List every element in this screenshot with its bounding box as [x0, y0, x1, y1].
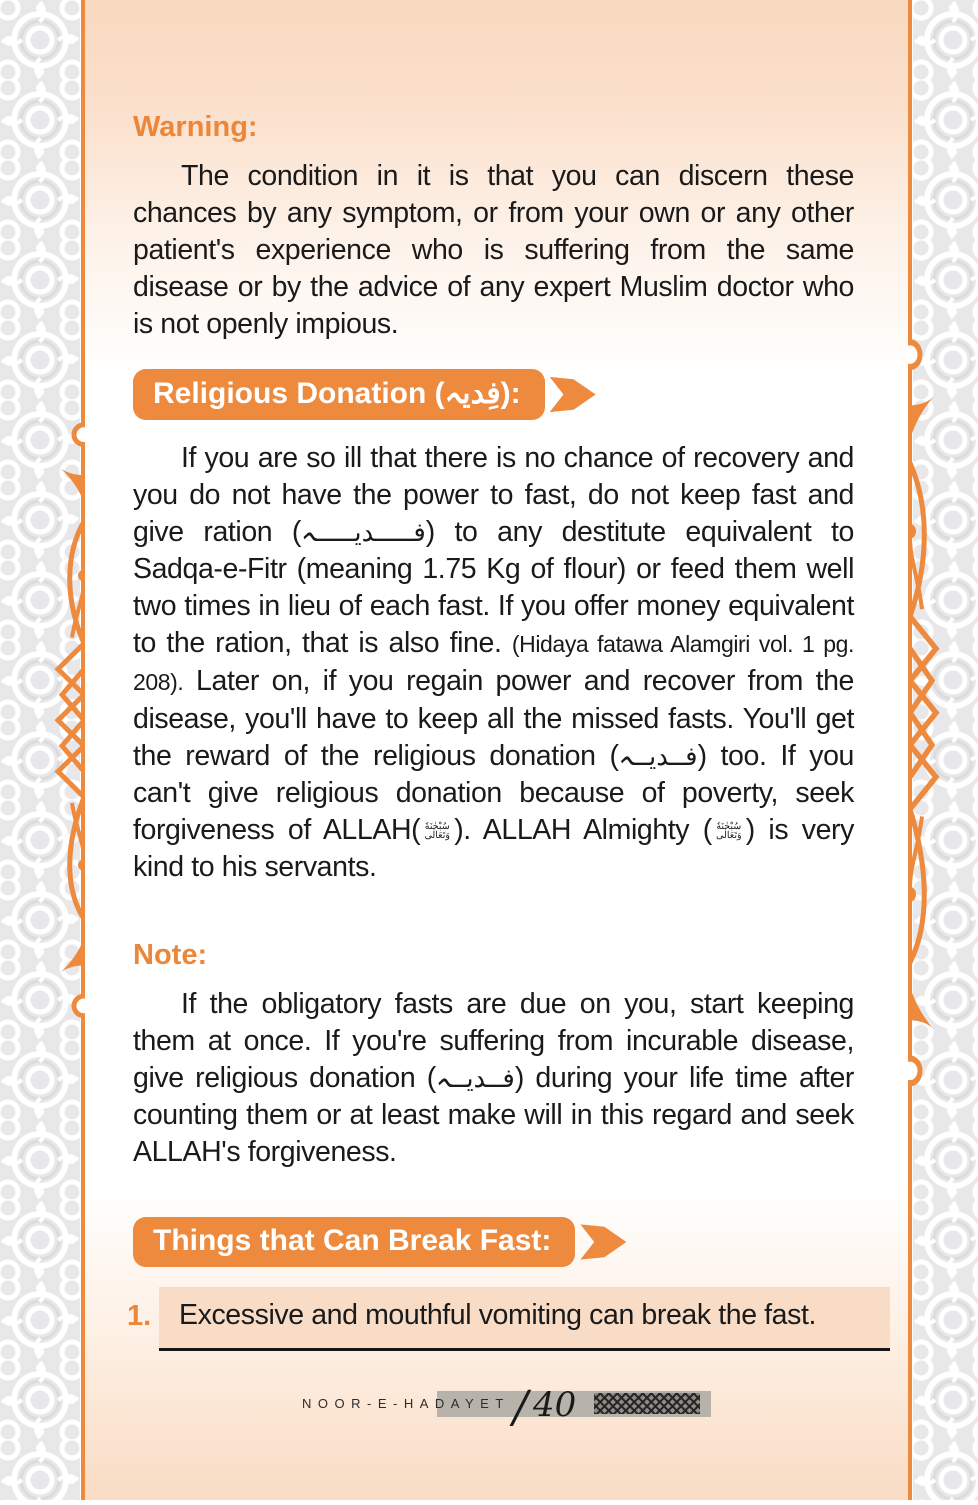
- note-heading: Note:: [133, 939, 208, 971]
- right-border-pattern: [913, 0, 978, 1500]
- banner-arrow-icon: [550, 375, 596, 415]
- footer-page-number: 40: [533, 1385, 577, 1425]
- left-border-pattern: [0, 0, 80, 1500]
- religious-donation-banner: [133, 369, 854, 420]
- banner-arrow-icon: [580, 1222, 626, 1262]
- religious-donation-paragraph: If you are so ill that there is no chance of recovery and you do not have the power to fast, do not keep fast and give ration (فـــــدیـــــہ) to any destitute equivalent to Sadqa-e-Fitr (meaning 1.75 Kg of flour) or feed them well two times in lieu of each fast. If you offer money equivalent to the ration, that is also fine. (Hidaya fatawa Alamgiri vol. 1 pg. 208). Later on, if you regain power and recover from the disease, you'll have to keep all the missed fasts. You'll get the reward of the religious donation (فــدیــہ) too. If you can't give religious donation because of poverty, seek forgiveness of ALLAH( سُبْحٰنَهٗ وَتَعَالٰى ). ALLAH Almighty ( سُبْحٰنَهٗ وَتَعَالٰى ) is very kind to his servants.: [133, 442, 854, 883]
- break-fast-banner: [133, 1217, 854, 1267]
- content: [85, 0, 908, 1500]
- banner-label: Religious Donation (فِدیہ):: [133, 369, 545, 420]
- footer-ornament-strip: [594, 1393, 700, 1414]
- item-text: Excessive and mouthful vomiting can break the fast.: [159, 1287, 890, 1351]
- arabesque-pattern-icon: [0, 0, 80, 1500]
- footer-book-title: NOOR-E-HADAYET: [302, 1396, 510, 1411]
- banner-label: Things that Can Break Fast:: [133, 1217, 575, 1267]
- item-number: 1.: [127, 1300, 152, 1332]
- note-paragraph: If the obligatory fasts are due on you, start keeping them at once. If you're suffering from incurable disease, give religious donation (فــدیــہ) during your life time after counting them or at least make will in this regard and seek ALLAH's forgiveness.: [133, 988, 854, 1168]
- right-edge-line: [908, 0, 912, 1500]
- footer-slash: /: [513, 1382, 528, 1433]
- warning-heading: Warning:: [133, 111, 258, 143]
- warning-paragraph: The condition in it is that you can discern these chances by any symptom, or from your own or any other patient's experience who is suffering from the same disease or by the advice of any expert Muslim doctor who is not openly impious.: [133, 160, 854, 340]
- arabesque-pattern-icon: [913, 0, 978, 1500]
- footer: [85, 1382, 908, 1433]
- break-fast-item: [127, 1287, 890, 1351]
